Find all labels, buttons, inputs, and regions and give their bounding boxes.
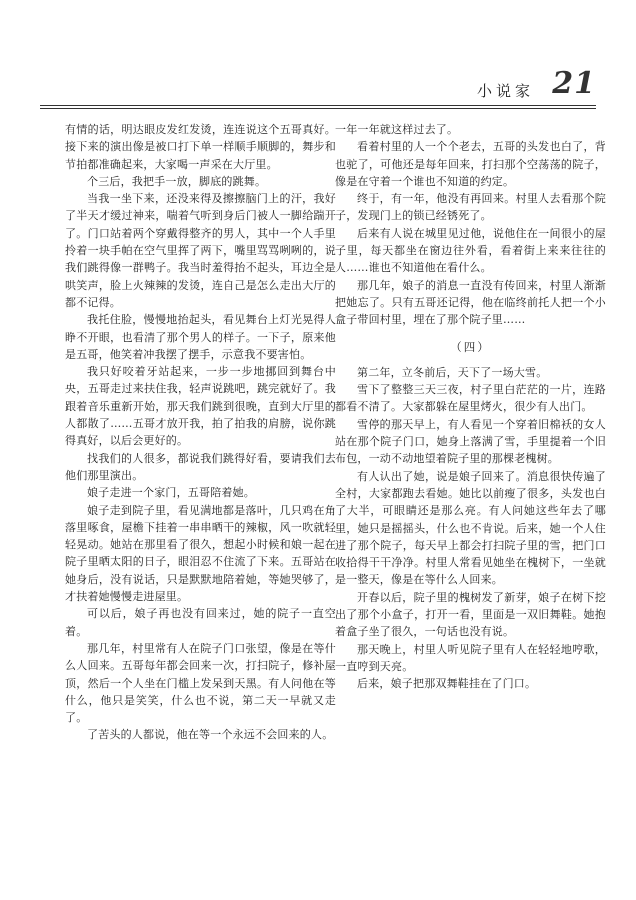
right-column — [335, 121, 606, 693]
paragraph: 我托住脸，慢慢地抬起头，看见舞台上灯光晃得人睁不开眼，也看清了那个男人的样子。一下子，原来他是五哥，他笑着冲我摆了摆手，示意我不要害怕。 — [65, 313, 336, 361]
paragraph: 那天晚上，村里人听见院子里有人在轻轻地哼歌，一直哼到天亮。 — [335, 642, 606, 673]
paragraph: 了苦头的人都说，他在等一个永远不会回来的人。 — [87, 728, 334, 742]
page-header — [40, 66, 596, 106]
paragraph: 可以后，娘子再也没有回来过，她的院子一直空着。 — [65, 607, 336, 638]
paragraph: 个三后，我把手一放，脚底的跳舞。 — [87, 174, 267, 188]
paragraph: 当我一坐下来，还没来得及擦擦脑门上的汗，我好了半天才缓过神来，喘着气听到身后门被人一脚给踹开了。门口站着两个穿戴得整齐的男人，其中一个人手里拎着一块手帕在空气里挥了两下，嘴里骂骂咧咧的，说我们跳得像一群鸭子。我当时羞得抬不起头，耳边全是哄笑声，脸上火辣辣的发烫，连自己是怎么走出大厅的都不记得。 — [65, 192, 336, 309]
paragraph: 后来，娘子把那双舞鞋挂在了门口。 — [357, 677, 537, 691]
paragraph: 后来有人说在城里见过他，说他住在一间很小的屋子里，每天都坐在窗边往外看，看着街上来来往往的人……谁也不知道他在看什么。 — [335, 226, 606, 275]
paragraph: 看着村里的人一个个老去，五哥的头发也白了，背也驼了，可他还是每年回来，打扫那个空荡荡的院子，像是在守着一个谁也不知道的约定。 — [335, 140, 606, 188]
paragraph: 开春以后，院子里的槐树发了新芽，娘子在树下挖出了那个小盒子，打开一看，里面是一双旧舞鞋。她抱着盒子坐了很久，一句话也没有说。 — [335, 590, 606, 639]
paragraph: 那几年，娘子的消息一直没有传回来，村里人渐渐把她忘了。只有五哥还记得，他在临终前托人把一个小盒子带回村里，埋在了那个院子里…… — [335, 278, 606, 327]
paragraph: 找我们的人很多，都说我们跳得好看，要请我们去他们那里演出。 — [65, 451, 336, 482]
paragraph: 雪下了整整三天三夜，村子里白茫茫的一片，连路都看不清了。大家都躲在屋里烤火，很少有人出门。 — [335, 383, 606, 414]
paragraph: 有人认出了她，说是娘子回来了。消息很快传遍了全村，大家都跑去看她。她比以前瘦了很多，头发也白了大半，可眼睛还是那么亮。有人问她这些年去了哪里，她只是摇摇头，什么也不肯说。后来，她一个人住进了那个院子，每天早上都会打扫院子里的雪，把门口收拾得干干净净。村里人常看见她坐在槐树下，一坐就是一整天，像是在等什么人回来。 — [335, 469, 606, 587]
left-column — [65, 121, 336, 744]
page-number: 21 — [552, 66, 596, 101]
paragraph: 我只好咬着牙站起来，一步一步地挪回到舞台中央，五哥走过来扶住我，轻声说跳吧，跳完就好了。我跟着音乐重新开始，那天我们跳到很晚，直到大厅里的人都散了……五哥才放开我，拍了拍我的肩膀，说你跳得真好，以后会更好的。 — [65, 365, 336, 448]
paragraph: 那几年，村里常有人在院子门口张望，像是在等什么人回来。五哥每年都会回来一次，打扫院子，修补屋顶，然后一个人坐在门槛上发呆到天黑。有人问他在等什么，他只是笑笑，什么也不说，第二天一早就又走了。 — [65, 641, 336, 725]
section-title: 小说家 — [476, 82, 534, 100]
paragraph: 有情的话，明达眼皮发红发烫，连连说这个五哥真好。接下来的演出像是被口打下单一样顺手顺脚的，舞步和节拍都准确起来，大家喝一声采在大厅里。 — [65, 123, 336, 171]
header-rule — [40, 105, 596, 109]
paragraph: 娘子走到院子里，看见满地都是落叶，几只鸡在角落里啄食，屋檐下挂着一串串晒干的辣椒，风一吹就轻轻晃动。她站在那里看了很久，想起小时候和娘一起在院子里晒太阳的日子，眼泪忍不住流了下来。五哥站在她身后，没有说话，只是默默地陪着她，等她哭够了，才扶着她慢慢走进屋里。 — [65, 503, 336, 604]
paragraph: 一年一年就这样过去了。 — [335, 123, 459, 136]
section-heading: （四） — [450, 339, 491, 354]
paragraph: 娘子走进一个家门，五哥陪着她。 — [87, 486, 255, 500]
paragraph: 终于，有一年，他没有再回来。村里人去看那个院子，发现门上的锁已经锈死了。 — [335, 192, 606, 223]
paragraph: 第二年，立冬前后，天下了一场大雪。 — [357, 365, 548, 379]
paragraph: 雪停的那天早上，有人看见一个穿着旧棉袄的女人站在那个院子门口，她身上落满了雪，手里提着一个旧布包，一动不动地望着院子里的那棵老槐树。 — [335, 417, 606, 466]
